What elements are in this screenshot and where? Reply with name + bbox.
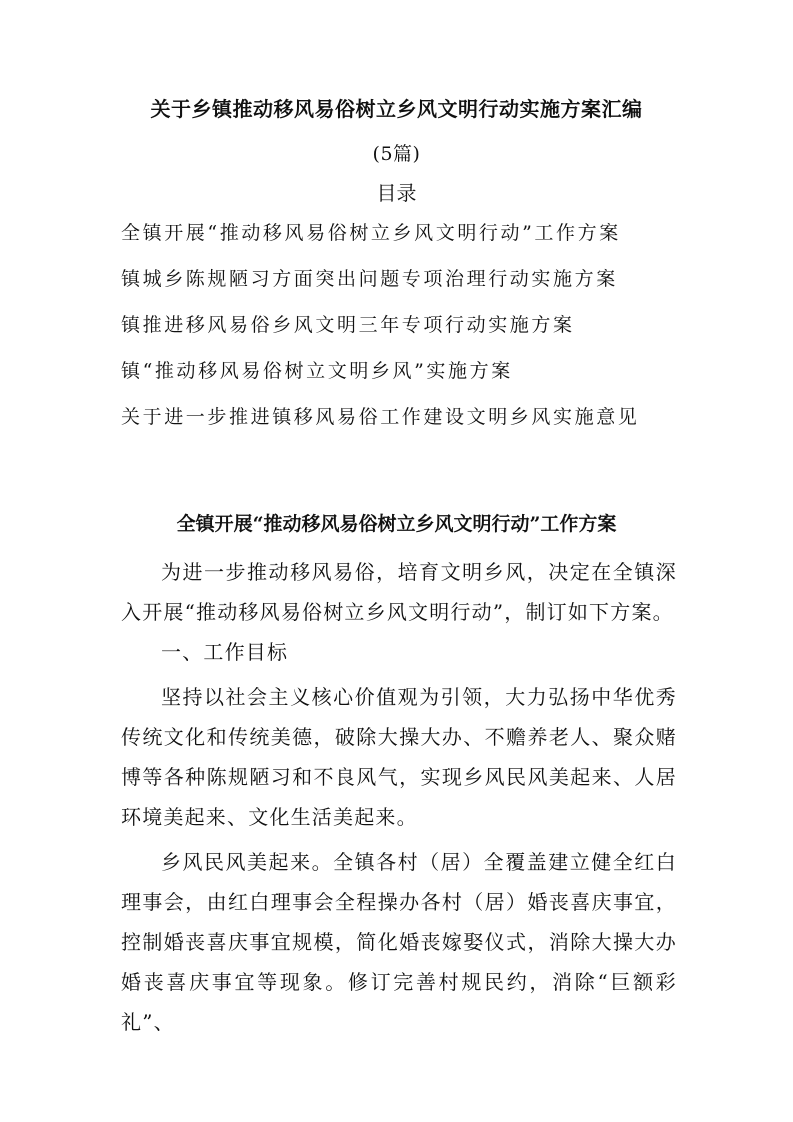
paragraph-goals: 坚持以社会主义核心价值观为引领，大力弘扬中华优秀传统文化和传统美德，破除大操大办、不赡养老人、聚众赌博等各种陈规陋习和不良风气，实现乡风民风美起来、人居环境美起来、文化生活美起来。 — [121, 685, 677, 829]
toc-item: 镇推进移风易俗乡风文明三年专项行动实施方案 — [121, 314, 575, 336]
toc-item: 关于进一步推进镇移风易俗工作建设文明乡风实施意见 — [121, 406, 640, 428]
table-of-contents — [121, 220, 639, 450]
document-subtitle: (5篇) — [372, 143, 421, 165]
section-body — [121, 552, 677, 1042]
document-title: 关于乡镇推动移风易俗树立乡风文明行动实施方案汇编 — [150, 97, 643, 121]
toc-item: 镇城乡陈规陋习方面突出问题专项治理行动实施方案 — [121, 268, 618, 290]
heading-work-goals: 一、工作目标 — [161, 640, 289, 664]
toc-item: 镇“推动移风易俗树立文明乡风”实施方案 — [121, 360, 513, 382]
section-title: 全镇开展“推动移风易俗树立乡风文明行动”工作方案 — [176, 513, 617, 535]
toc-heading: 目录 — [376, 181, 417, 205]
paragraph-intro: 为进一步推动移风易俗，培育文明乡风，决定在全镇深入开展“推动移风易俗树立乡风文明行动”，制订如下方案。 — [121, 560, 677, 624]
toc-item: 全镇开展“推动移风易俗树立乡风文明行动”工作方案 — [121, 222, 621, 244]
paragraph-customs: 乡风民风美起来。全镇各村（居）全覆盖建立健全红白理事会，由红白理事会全程操办各村（居）婚丧喜庆事宜，控制婚丧喜庆事宜规模，简化婚丧嫁娶仪式，消除大操大办婚丧喜庆事宜等现象。修订完善村规民约，消除“巨额彩礼”、 — [121, 850, 677, 1034]
